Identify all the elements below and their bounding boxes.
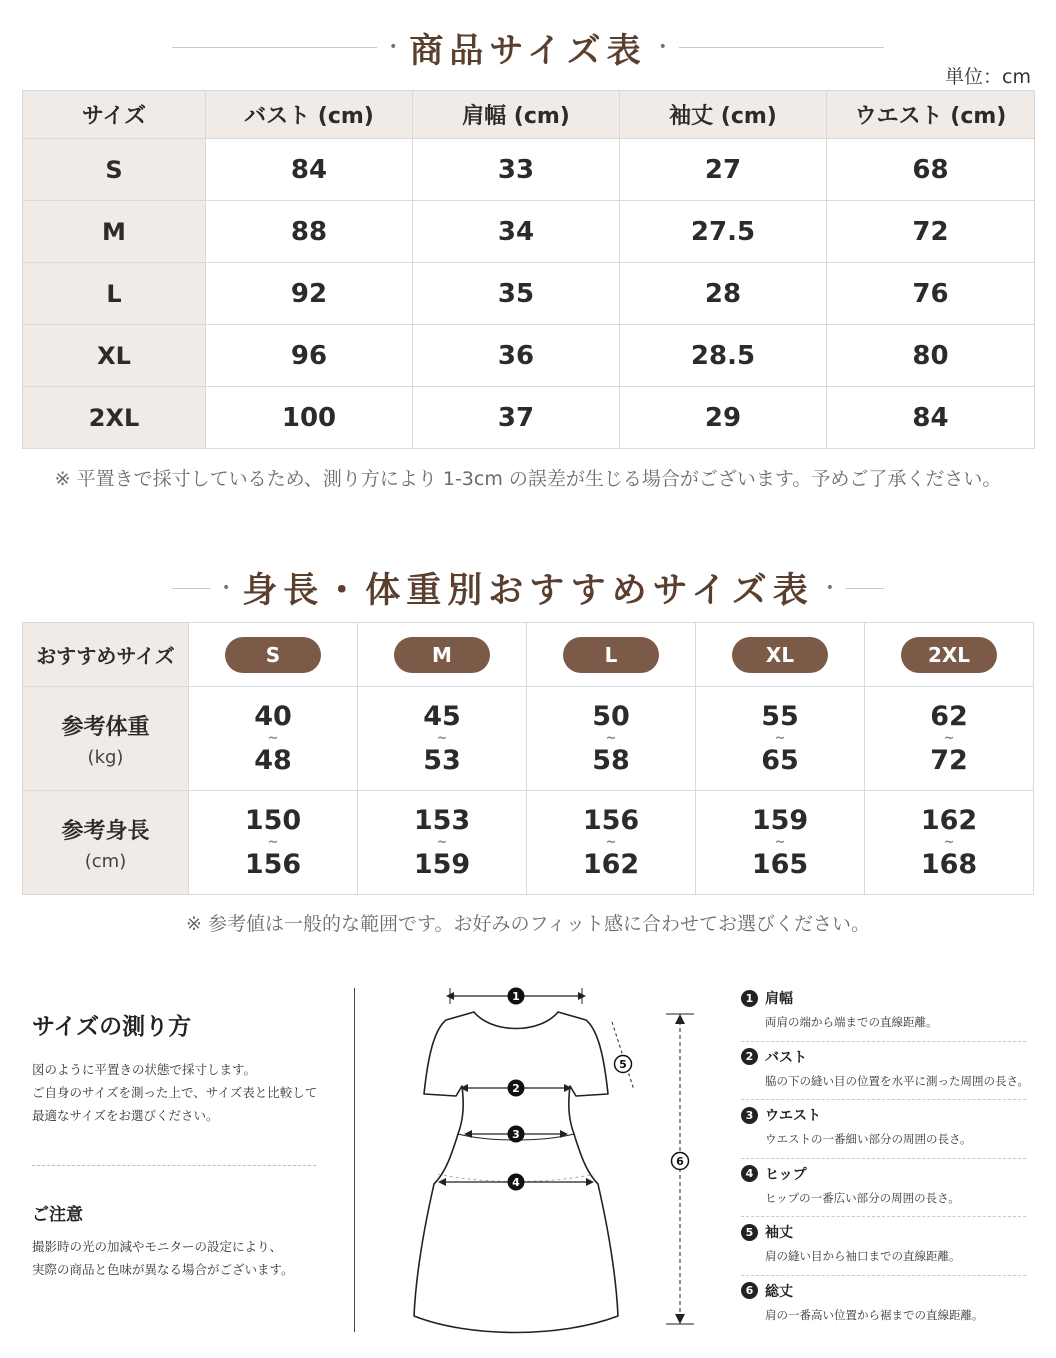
size-cell: 2XL — [23, 387, 206, 449]
legend-heading — [741, 1281, 1026, 1301]
height-range-cell — [189, 791, 358, 895]
table-row — [23, 325, 1035, 387]
marker-label: 2 — [512, 1082, 520, 1095]
legend-name: ウエスト — [765, 1108, 821, 1124]
legend-separator — [741, 1275, 1026, 1276]
legend-number: 6 — [741, 1282, 758, 1299]
waist-cell: 76 — [827, 263, 1035, 325]
legend-name: 肩幅 — [765, 991, 793, 1007]
waist-cell: 80 — [827, 325, 1035, 387]
range-min: 55 — [761, 700, 799, 732]
legend-desc: 脇の下の縫い目の位置を水平に測った周囲の長さ。 — [765, 1073, 1030, 1088]
size-pill: M — [394, 637, 490, 673]
height-unit: (cm) — [84, 850, 127, 872]
shoulder-cell: 37 — [413, 387, 620, 449]
header-cell-bust: バスト (cm) — [206, 91, 413, 139]
size-table-header-row — [23, 91, 1035, 139]
shoulder-cell: 36 — [413, 325, 620, 387]
size-cell: XL — [23, 325, 206, 387]
measure-desc-line: 図のように平置きの状態で採寸します。 — [32, 1062, 257, 1077]
shoulder-cell: 34 — [413, 201, 620, 263]
sleeve-cell: 28.5 — [620, 325, 827, 387]
bust-cell: 100 — [206, 387, 413, 449]
dashed-divider — [32, 1165, 316, 1166]
tilde: ~ — [605, 834, 617, 850]
legend-separator — [741, 1158, 1026, 1159]
marker-label: 6 — [676, 1155, 684, 1168]
size-pill-cell — [696, 623, 865, 687]
marker-6 — [672, 1153, 689, 1170]
marker-label: 1 — [512, 990, 520, 1003]
size-cell: M — [23, 201, 206, 263]
range-max: 48 — [254, 744, 292, 776]
recommend-table — [22, 622, 1034, 895]
tilde: ~ — [943, 730, 955, 746]
legend-number: 3 — [741, 1107, 758, 1124]
header-cell-size: サイズ — [23, 91, 206, 139]
range-min: 40 — [254, 700, 292, 732]
recommend-size-label: おすすめサイズ — [23, 623, 189, 687]
divider — [172, 47, 377, 48]
legend-item — [741, 1222, 1026, 1281]
length-arrowhead — [675, 1314, 685, 1324]
legend-separator — [741, 1099, 1026, 1100]
dress-outline — [414, 1012, 618, 1333]
waist-cell: 68 — [827, 139, 1035, 201]
legend-item — [741, 1281, 1026, 1340]
measure-description — [32, 1058, 317, 1127]
legend-desc: 肩の一番高い位置から裾までの直線距離。 — [765, 1307, 984, 1322]
vertical-divider — [354, 988, 355, 1332]
legend-item — [741, 1105, 1026, 1164]
tilde: ~ — [436, 834, 448, 850]
legend-number: 2 — [741, 1048, 758, 1065]
length-arrowhead — [675, 1014, 685, 1024]
marker-1 — [508, 988, 525, 1005]
legend-heading — [741, 1047, 1026, 1067]
size-pill-cell — [527, 623, 696, 687]
caution-description — [32, 1235, 294, 1281]
size-pill-cell — [865, 623, 1034, 687]
legend-heading — [741, 1164, 1026, 1184]
tilde: ~ — [774, 834, 786, 850]
legend-item — [741, 1164, 1026, 1223]
range-max: 58 — [592, 744, 630, 776]
marker-label: 3 — [512, 1128, 520, 1141]
range-max: 165 — [751, 848, 809, 880]
waist-cell: 72 — [827, 201, 1035, 263]
sleeve-cell: 27.5 — [620, 201, 827, 263]
legend-desc: 両肩の端から端までの直線距離。 — [765, 1015, 938, 1029]
divider — [679, 47, 884, 48]
tilde: ~ — [267, 730, 279, 746]
marker-5 — [615, 1056, 632, 1073]
size-pill: L — [563, 637, 659, 673]
unit-label: 単位：cm — [945, 66, 1031, 88]
height-label-cell — [23, 791, 189, 895]
range-min: 156 — [582, 804, 640, 836]
title-dot: • — [389, 39, 398, 55]
weight-range-cell — [865, 687, 1034, 791]
header-cell-waist: ウエスト (cm) — [827, 91, 1035, 139]
legend-desc: ウエストの一番細い部分の周囲の長さ。 — [765, 1132, 972, 1146]
height-range-cell — [527, 791, 696, 895]
legend-separator — [741, 1216, 1026, 1217]
size-cell: L — [23, 263, 206, 325]
caution-line: 実際の商品と色味が異なる場合がございます。 — [32, 1262, 294, 1277]
legend-number: 1 — [741, 990, 758, 1007]
shoulder-cell: 35 — [413, 263, 620, 325]
header-cell-sleeve: 袖丈 (cm) — [620, 91, 827, 139]
marker-4 — [508, 1174, 525, 1191]
recommend-chart-note: ※ 参考値は一般的な範囲です。お好みのフィット感に合わせてお選びください。 — [186, 913, 870, 935]
measure-desc-line: ご自身のサイズを測った上で、サイズ表と比較して — [32, 1085, 318, 1100]
range-min: 45 — [423, 700, 461, 732]
height-range-cell — [358, 791, 527, 895]
legend-item — [741, 1047, 1030, 1106]
legend-desc: 肩の縫い目から袖口までの直線距離。 — [765, 1249, 961, 1263]
bust-cell: 88 — [206, 201, 413, 263]
marker-label: 4 — [512, 1176, 520, 1189]
measure-desc-line: 最適なサイズをお選びください。 — [32, 1108, 219, 1123]
measure-title: サイズの測り方 — [32, 1014, 192, 1040]
tilde: ~ — [267, 834, 279, 850]
height-label: 参考身長 — [61, 818, 150, 844]
sleeve-cell: 29 — [620, 387, 827, 449]
range-max: 162 — [582, 848, 640, 880]
height-row — [23, 791, 1034, 895]
height-range-cell — [696, 791, 865, 895]
weight-range-cell — [189, 687, 358, 791]
range-max: 159 — [413, 848, 471, 880]
dress-measurement-diagram — [370, 978, 710, 1350]
size-pill: XL — [732, 637, 828, 673]
range-max: 72 — [930, 744, 968, 776]
legend-heading — [741, 1105, 1026, 1125]
range-max: 156 — [244, 848, 302, 880]
range-min: 150 — [244, 804, 302, 836]
size-pill: S — [225, 637, 321, 673]
size-chart-title: 商品サイズ表 — [409, 30, 647, 71]
table-row — [23, 139, 1035, 201]
tilde: ~ — [774, 730, 786, 746]
size-chart-heading — [0, 22, 1056, 72]
table-row — [23, 263, 1035, 325]
weight-range-cell — [358, 687, 527, 791]
recommend-size-row — [23, 623, 1034, 687]
weight-label: 参考体重 — [61, 714, 150, 740]
legend-heading — [741, 988, 1026, 1008]
sleeve-cell: 27 — [620, 139, 827, 201]
divider — [172, 588, 210, 589]
tilde: ~ — [943, 834, 955, 850]
range-max: 53 — [423, 744, 461, 776]
weight-range-cell — [527, 687, 696, 791]
legend-separator — [741, 1041, 1026, 1042]
title-dot: • — [825, 580, 835, 596]
range-min: 159 — [751, 804, 809, 836]
table-row — [23, 201, 1035, 263]
legend-desc: ヒップの一番広い部分の周囲の長さ。 — [765, 1190, 960, 1205]
waist-cell: 84 — [827, 387, 1035, 449]
legend-number: 4 — [741, 1165, 758, 1182]
header-cell-shoulder: 肩幅 (cm) — [413, 91, 620, 139]
range-min: 162 — [920, 804, 978, 836]
title-dot: • — [658, 39, 667, 55]
bust-cell: 96 — [206, 325, 413, 387]
caution-line: 撮影時の光の加減やモニターの設定により、 — [32, 1239, 283, 1254]
legend-number: 5 — [741, 1224, 758, 1241]
weight-row — [23, 687, 1034, 791]
shoulder-cell: 33 — [413, 139, 620, 201]
range-min: 62 — [930, 700, 968, 732]
bust-cell: 92 — [206, 263, 413, 325]
height-range-cell — [865, 791, 1034, 895]
range-min: 153 — [413, 804, 471, 836]
size-pill-cell — [358, 623, 527, 687]
range-min: 50 — [592, 700, 630, 732]
caution-title: ご注意 — [32, 1205, 83, 1225]
bust-cell: 84 — [206, 139, 413, 201]
legend-name: 袖丈 — [765, 1225, 793, 1241]
range-max: 65 — [761, 744, 799, 776]
size-pill: 2XL — [901, 637, 997, 673]
divider — [846, 588, 884, 589]
weight-range-cell — [696, 687, 865, 791]
measurement-legend — [741, 988, 1030, 1339]
legend-item — [741, 988, 1026, 1047]
tilde: ~ — [605, 730, 617, 746]
marker-2 — [508, 1080, 525, 1097]
tilde: ~ — [436, 730, 448, 746]
size-pill-cell — [189, 623, 358, 687]
size-chart-note: ※ 平置きで採寸しているため、測り方により 1-3cm の誤差が生じる場合がございます。予めご了承ください。 — [54, 468, 1002, 490]
marker-label: 5 — [619, 1058, 627, 1071]
table-row — [23, 387, 1035, 449]
range-max: 168 — [920, 848, 978, 880]
marker-3 — [508, 1126, 525, 1143]
sleeve-cell: 28 — [620, 263, 827, 325]
legend-name: ヒップ — [765, 1166, 807, 1183]
legend-heading — [741, 1222, 1026, 1242]
size-table — [22, 90, 1035, 449]
title-dot: • — [221, 580, 231, 596]
recommend-chart-title: 身長・体重別おすすめサイズ表 — [242, 570, 814, 611]
legend-name: 総丈 — [765, 1283, 793, 1300]
size-cell: S — [23, 139, 206, 201]
legend-name: バスト — [765, 1049, 807, 1066]
recommend-chart-heading — [0, 562, 1056, 614]
weight-unit: (kg) — [87, 746, 124, 768]
weight-label-cell — [23, 687, 189, 791]
